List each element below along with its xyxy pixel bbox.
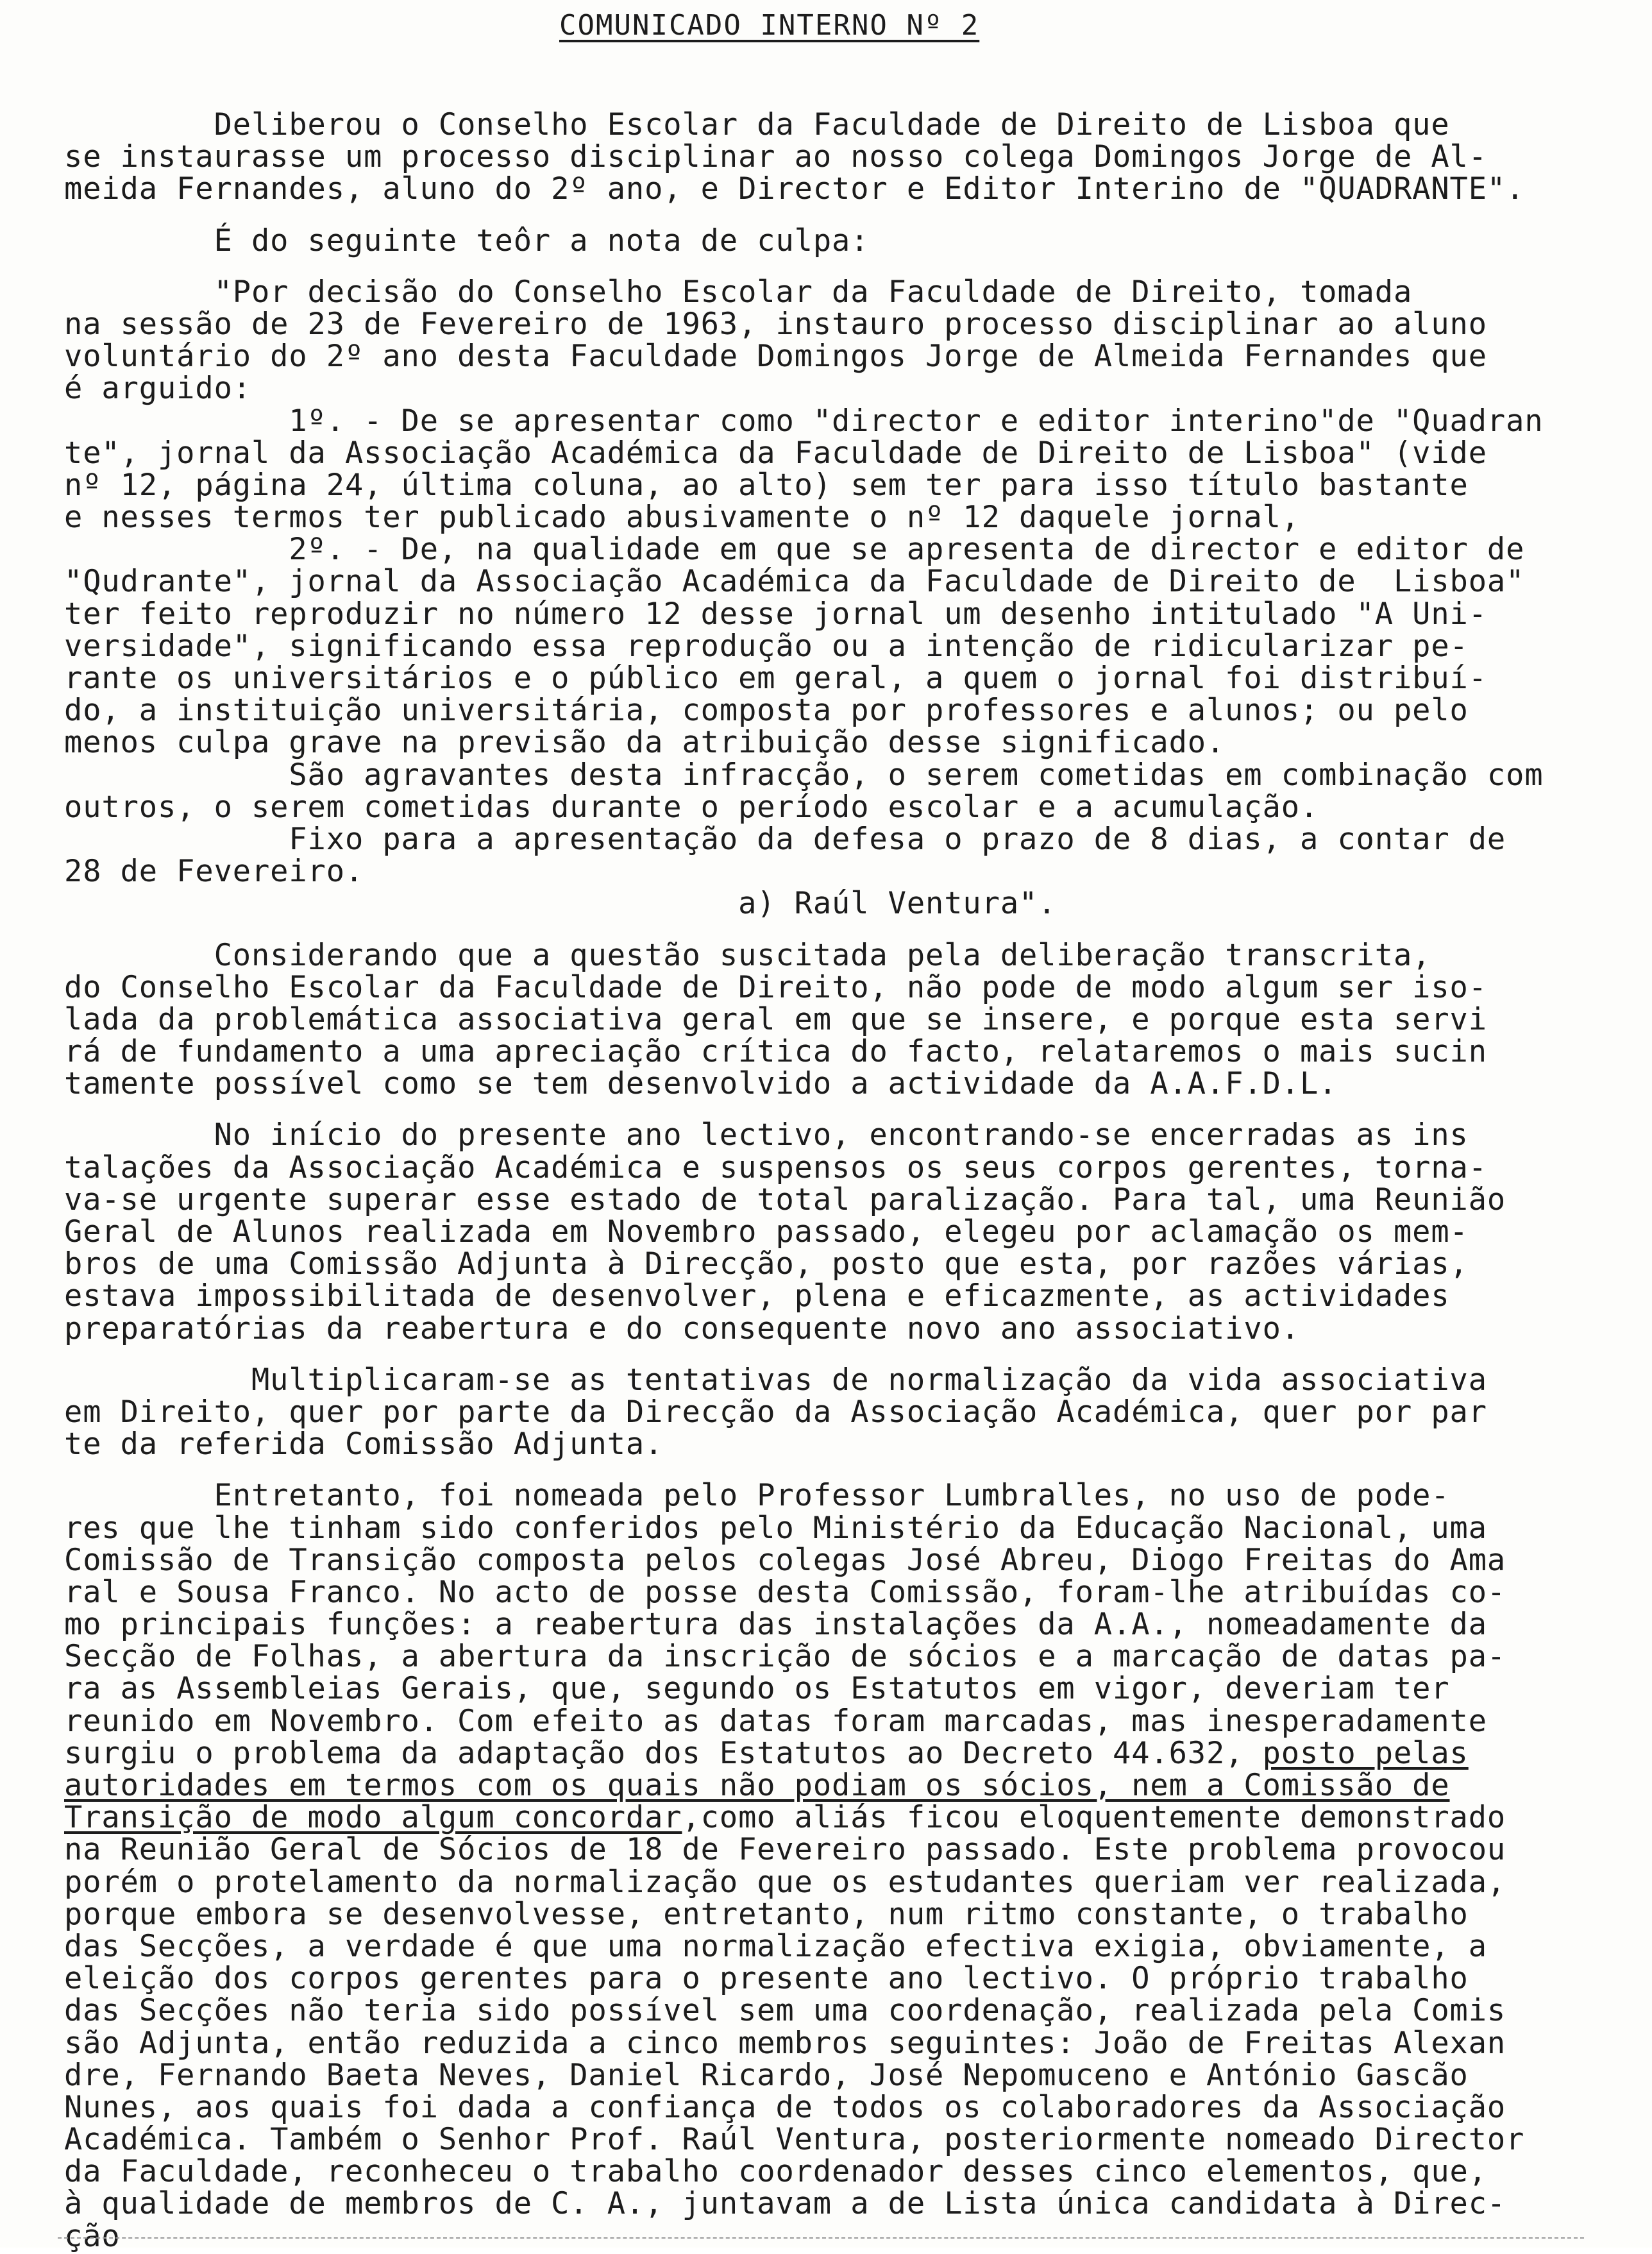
line-text: tamente possível como se tem desenvolvido a actividade da A.A.F.D.L.: [64, 1066, 1338, 1102]
text-line: [64, 373, 1590, 405]
line-text: res que lhe tinham sido conferidos pelo Ministério da Educação Nacional, uma: [64, 1510, 1487, 1546]
text-line: [64, 1609, 1590, 1641]
line-text: "Qudrante", jornal da Associação Académica da Faculdade de Direito de Lisboa": [64, 564, 1525, 600]
text-line: [64, 276, 1590, 309]
text-line: [64, 888, 1590, 920]
line-text: Académica. Também o Senhor Prof. Raúl Ventura, posteriormente nomeado Director: [64, 2122, 1525, 2158]
paragraph-gap: [64, 1345, 1590, 1364]
line-text: Nunes, aos quais foi dada a confiança de todos os colaboradores da Associação: [64, 2089, 1506, 2125]
document-title: COMUNICADO INTERNO Nº 2: [559, 9, 980, 42]
text-line: [64, 1673, 1590, 1705]
line-text: ter feito reproduzir no número 12 desse jornal um desenho intitulado "A Uni-: [64, 596, 1487, 632]
text-line: [64, 2025, 1590, 2061]
text-line: [64, 1542, 1590, 1578]
text-line: [64, 2156, 1590, 2188]
text-line: [64, 1149, 1590, 1185]
line-text: surgiu o problema da adaptação dos Estatutos ao Decreto 44.632,: [64, 1735, 1263, 1771]
line-text: ção: [64, 2218, 121, 2254]
text-line: [64, 1119, 1590, 1151]
text-line: [64, 1703, 1590, 1739]
text-line: [64, 1364, 1590, 1396]
line-text: na sessão de 23 de Fevereiro de 1963, instauro processo disciplinar ao aluno: [64, 306, 1487, 342]
text-line: [64, 566, 1590, 598]
line-text: 2º. - De, na qualidade em que se apresenta de director e editor de: [64, 532, 1525, 568]
text-line: [64, 109, 1590, 141]
line-text: das Secções, a verdade é que uma normalização efectiva exigia, obviamente, a: [64, 1928, 1487, 1964]
line-text: estava impossibilitada de desenvolver, plena e eficazmente, as actividades: [64, 1278, 1450, 1314]
document-body: [64, 109, 1590, 2253]
line-text: va-se urgente superar esse estado de total paralização. Para tal, uma Reunião: [64, 1182, 1506, 1217]
line-text: te", jornal da Associação Académica da Faculdade de Direito de Lisboa" (vide: [64, 435, 1487, 471]
line-text: dre, Fernando Baeta Neves, Daniel Ricardo, José Nepomuceno e António Gascão: [64, 2057, 1469, 2093]
line-text: 1º. - De se apresentar como "director e editor interino"de "Quadran: [64, 403, 1544, 439]
line-text: meida Fernandes, aluno do 2º ano, e Director e Editor Interino de "QUADRANTE".: [64, 171, 1525, 207]
text-line: [64, 306, 1590, 342]
line-text: Comissão de Transição composta pelos colegas José Abreu, Diogo Freitas do Ama: [64, 1542, 1506, 1578]
text-line: [64, 1001, 1590, 1037]
paragraph-gap: [64, 920, 1590, 940]
text-line: [64, 1216, 1590, 1248]
line-text: ral e Sousa Franco. No acto de posse desta Comissão, foram-lhe atribuídas co-: [64, 1574, 1506, 1610]
line-text: te da referida Comissão Adjunta.: [64, 1427, 664, 1462]
text-line: [64, 1310, 1590, 1346]
line-text: nº 12, página 24, última coluna, ao alto) sem ter para isso título bastante: [64, 467, 1469, 503]
line-text: Considerando que a questão suscitada pela deliberação transcrita,: [64, 937, 1431, 973]
text-line: [64, 437, 1590, 470]
underlined-text: Transição de modo algum concordar: [64, 1800, 682, 1836]
text-line: [64, 1184, 1590, 1216]
text-line: [64, 534, 1590, 566]
text-line: [64, 2089, 1590, 2125]
line-text: da Faculdade, reconheceu o trabalho coordenador desses cinco elementos, que,: [64, 2154, 1487, 2190]
line-text: "Por decisão do Conselho Escolar da Faculdade de Direito, tomada: [64, 274, 1413, 310]
text-line: [64, 727, 1590, 759]
text-line: [64, 502, 1590, 534]
text-line: [64, 1480, 1590, 1512]
paragraph-gap: [64, 257, 1590, 276]
page-bottom-rule: [58, 2237, 1584, 2239]
text-line: [64, 937, 1590, 973]
line-text: São agravantes desta infracção, o serem cometidas em combinação com: [64, 757, 1544, 793]
line-text: ra as Assembleias Gerais, que, segundo os Estatutos em vigor, deveriam ter: [64, 1671, 1450, 1707]
paragraph-gap: [64, 1461, 1590, 1480]
text-line: [64, 598, 1590, 631]
text-line: [64, 695, 1590, 727]
line-text: são Adjunta, então reduzida a cinco membros seguintes: João de Freitas Alexan: [64, 2025, 1506, 2061]
text-line: [64, 969, 1590, 1005]
text-line: [64, 1068, 1590, 1100]
line-text: mo principais funções: a reabertura das instalações da A.A., nomeadamente da: [64, 1607, 1487, 1643]
line-text: Deliberou o Conselho Escolar da Faculdade de Direito de Lisboa que: [64, 107, 1450, 142]
line-text: porém o protelamento da normalização que os estudantes queriam ver realizada,: [64, 1864, 1506, 1900]
text-line: [64, 405, 1590, 437]
text-line: [64, 1396, 1590, 1428]
line-text: menos culpa grave na previsão da atribuição desse significado.: [64, 725, 1226, 761]
text-line: [64, 1896, 1590, 1932]
line-text: talações da Associação Académica e suspensos os seus corpos gerentes, torna-: [64, 1149, 1487, 1185]
text-line: [64, 1834, 1590, 1866]
text-line: [64, 2057, 1590, 2093]
underlined-text: posto pelas: [1262, 1735, 1469, 1771]
text-line: [64, 341, 1590, 373]
line-text: bros de uma Comissão Adjunta à Direcção, posto que esta, por razões várias,: [64, 1246, 1469, 1282]
line-text: na Reunião Geral de Sócios de 18 de Fevereiro passado. Este problema provocou: [64, 1832, 1506, 1868]
line-text: porque embora se desenvolvesse, entretanto, num ritmo constante, o trabalho: [64, 1896, 1469, 1932]
text-line: [64, 1735, 1590, 1771]
text-line: [64, 2188, 1590, 2220]
text-line: [64, 759, 1590, 792]
text-line: [64, 1641, 1590, 1673]
underlined-text: autoridades em termos com os quais não podiam os sócios, nem a Comissão de: [64, 1768, 1450, 1803]
line-text: a) Raúl Ventura".: [64, 886, 1057, 922]
line-text: Geral de Alunos realizada em Novembro passado, elegeu por aclamação os mem-: [64, 1214, 1469, 1250]
line-text: se instaurasse um processo disciplinar ao nosso colega Domingos Jorge de Al-: [64, 139, 1487, 175]
text-line: [64, 141, 1590, 173]
paragraph-gap: [64, 206, 1590, 225]
line-text: é arguido:: [64, 371, 251, 407]
text-line: [64, 1770, 1590, 1802]
line-text: outros, o serem cometidas durante o período escolar e a acumulação.: [64, 789, 1319, 825]
text-line: [64, 1036, 1590, 1068]
line-text: Secção de Folhas, a abertura da inscrição de sócios e a marcação de datas pa-: [64, 1639, 1506, 1675]
text-line: [64, 2124, 1590, 2156]
line-text: do Conselho Escolar da Faculdade de Direito, não pode de modo algum ser iso-: [64, 969, 1487, 1005]
text-line: [64, 1574, 1590, 1610]
text-line: [64, 2218, 1590, 2254]
text-line: [64, 663, 1590, 695]
text-line: [64, 173, 1590, 205]
text-line: [64, 821, 1590, 857]
line-text: preparatórias da reabertura e do consequente novo ano associativo.: [64, 1310, 1300, 1346]
line-text: em Direito, quer por parte da Direcção da Associação Académica, quer por par: [64, 1394, 1487, 1430]
line-text: voluntário do 2º ano desta Faculdade Domingos Jorge de Almeida Fernandes que: [64, 339, 1487, 375]
line-text: rá de fundamento a uma apreciação crítica do facto, relataremos o mais sucin: [64, 1034, 1487, 1070]
line-text: É do seguinte teôr a nota de culpa:: [64, 223, 870, 258]
text-line: [64, 1928, 1590, 1964]
text-line: [64, 1280, 1590, 1312]
text-line: [64, 628, 1590, 664]
line-text: das Secções não teria sido possível sem uma coordenação, realizada pela Comis: [64, 1993, 1506, 2029]
line-text: rante os universitários e o público em geral, a quem o jornal foi distribuí-: [64, 661, 1487, 696]
line-text: e nesses termos ter publicado abusivamente o nº 12 daquele jornal,: [64, 500, 1300, 536]
line-text: ,como aliás ficou eloquentemente demonstrado: [682, 1800, 1506, 1836]
text-line: [64, 1802, 1590, 1834]
line-text: 28 de Fevereiro.: [64, 854, 364, 890]
text-line: [64, 789, 1590, 825]
text-line: [64, 1428, 1590, 1461]
line-text: versidade", significando essa reprodução ou a intenção de ridicularizar pe-: [64, 628, 1469, 664]
line-text: No início do presente ano lectivo, encontrando-se encerradas as ins: [64, 1117, 1469, 1153]
paragraph-gap: [64, 1100, 1590, 1119]
line-text: reunido em Novembro. Com efeito as datas foram marcadas, mas inesperadamente: [64, 1703, 1487, 1739]
text-line: [64, 856, 1590, 888]
text-line: [64, 467, 1590, 503]
text-line: [64, 225, 1590, 257]
line-text: do, a instituição universitária, composta por professores e alunos; ou pelo: [64, 693, 1469, 729]
text-line: [64, 1963, 1590, 1995]
text-line: [64, 1995, 1590, 2027]
line-text: Multiplicaram-se as tentativas de normalização da vida associativa: [64, 1362, 1487, 1398]
text-line: [64, 1248, 1590, 1280]
line-text: eleição dos corpos gerentes para o presente ano lectivo. O próprio trabalho: [64, 1961, 1469, 1997]
line-text: Fixo para a apresentação da defesa o prazo de 8 dias, a contar de: [64, 821, 1506, 857]
line-text: à qualidade de membros de C. A., juntavam a de Lista única candidata à Direc-: [64, 2186, 1506, 2222]
text-line: [64, 1510, 1590, 1546]
line-text: Entretanto, foi nomeada pelo Professor Lumbralles, no uso de pode-: [64, 1478, 1450, 1514]
text-line: [64, 1864, 1590, 1900]
line-text: lada da problemática associativa geral em que se insere, e porque esta servi: [64, 1001, 1487, 1037]
